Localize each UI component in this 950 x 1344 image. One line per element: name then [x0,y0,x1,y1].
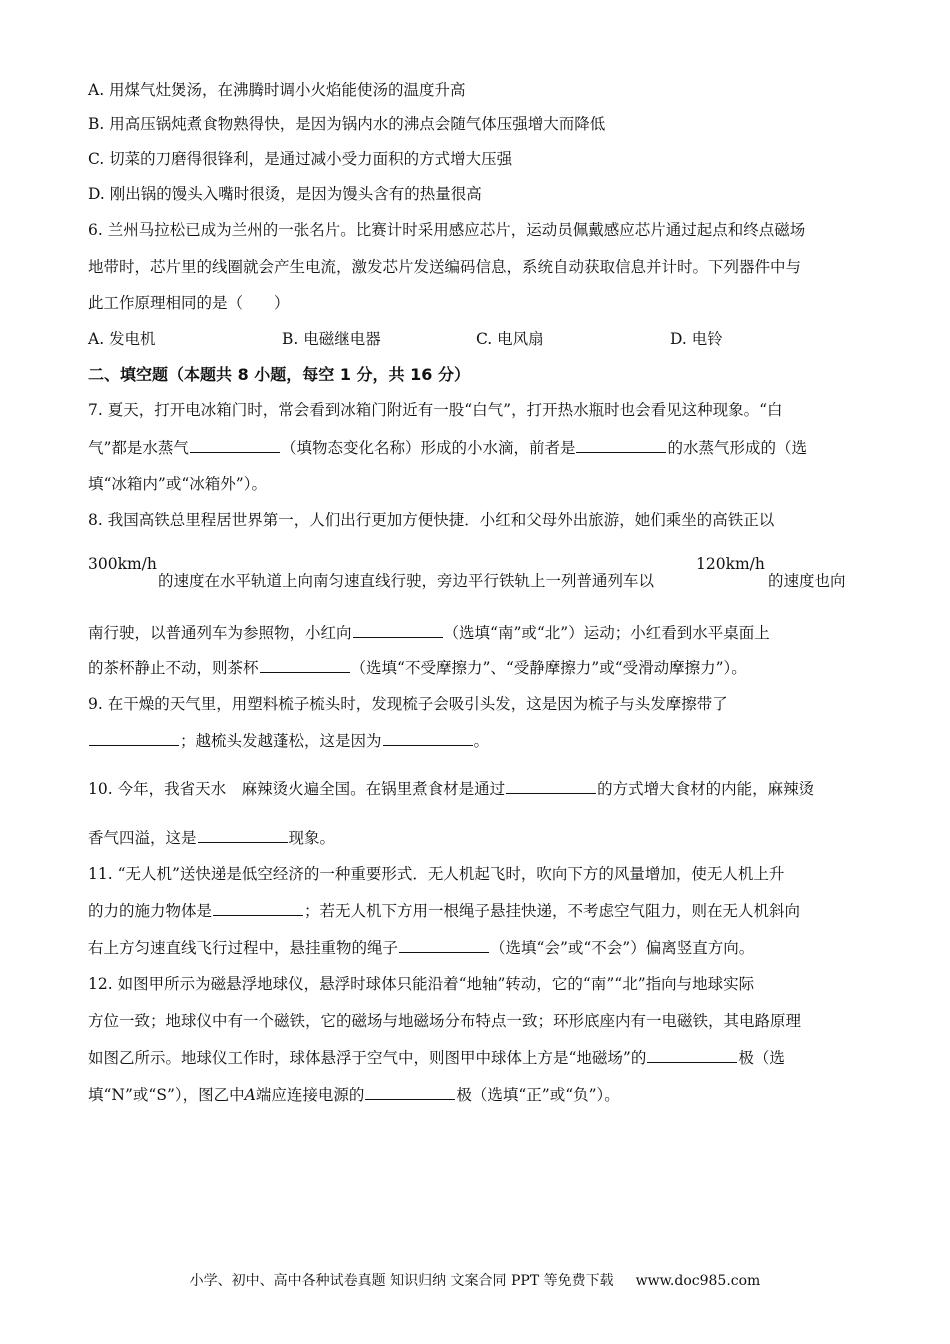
page-footer [0,1270,950,1290]
q11-text-c: 右上方匀速直线飞行过程中，悬挂重物的绳子 [88,939,399,957]
q7-stem-line-3: 填“冰箱内”或“冰箱外”）。 [88,475,267,493]
q10-text-c: 香气四溢，这是 [88,829,197,847]
q11-stem-line-1: 11. “无人机”送快递是低空经济的一种重要形式．无人机起飞时，吹向下方的风量增加，使无人机上升 [88,865,785,883]
q7-blank-2[interactable] [576,438,666,453]
q11-blank-1[interactable] [213,901,303,916]
q7-stem-line-1: 7. 夏天，打开电冰箱门时，常会看到冰箱门附近有一股“白气”，打开热水瓶时也会看见这种现象。“白 [88,401,783,419]
q8-text-e: 的茶杯静止不动，则茶杯 [88,659,259,677]
q7-blank-1[interactable] [190,438,280,453]
q10-stem-line-1 [88,777,814,799]
q7-stem-line-2 [88,436,807,458]
q5-option-c: C. 切菜的刀磨得很锋利，是通过减小受力面积的方式增大压强 [88,150,513,168]
q8-text-c: 南行驶，以普通列车为参照物，小红向 [88,624,352,642]
q9-text-b: 。 [473,732,490,750]
q9-blank-1[interactable] [89,731,179,746]
q12-stem-line-2: 方位一致；地球仪中有一个磁铁，它的磁场与地磁场分布特点一致；环形底座内有一电磁铁，其电路原理 [88,1012,802,1030]
q8-blank-2[interactable] [260,658,350,673]
q11-text-a: 的力的施力物体是 [88,902,213,920]
q12-stem-line-4 [88,1083,620,1105]
q12-text-a: 如图乙所示。地球仪工作时，球体悬浮于空气中，则图甲中球体上方是“地磁场”的 [88,1049,647,1067]
q11-text-d: （选填“会”或“不会”）偏离竖直方向。 [490,939,755,957]
q6-option-a: A. 发电机 [88,330,156,348]
q10-text-b: 的方式增大食材的内能，麻辣烫 [597,780,815,798]
q12-stem-line-3 [88,1046,785,1068]
q9-stem-line-2 [88,729,489,751]
q6-option-d: D. 电铃 [670,330,723,348]
q11-stem-line-3 [88,936,754,958]
q8-stem-line-3 [88,621,770,643]
q11-text-b: ；若无人机下方用一根绳子悬挂快递，不考虑空气阻力，则在无人机斜向 [304,902,801,920]
section-2-heading: 二、填空题（本题共 8 小题，每空 1 分，共 16 分） [88,365,470,384]
q12-blank-2[interactable] [365,1085,455,1100]
q12-blank-1[interactable] [647,1048,737,1063]
q7-text-a: 气”都是水蒸气 [88,439,189,457]
q12-stem-line-1: 12. 如图甲所示为磁悬浮地球仪，悬浮时球体只能沿着“地轴”转动，它的“南”“北”指向与地球实际 [88,975,755,993]
q12-text-d: 端应连接电源的 [255,1086,365,1104]
q8-text-d: （选填“南”或“北”）运动；小红看到水平桌面上 [443,624,770,642]
q5-option-b: B. 用高压锅炖煮食物熟得快，是因为锅内水的沸点会随气体压强增大而降低 [88,115,606,133]
q10-text-d: 现象。 [288,829,336,847]
q10-blank-2[interactable] [198,828,288,843]
q8-stem-line-4 [88,656,747,678]
q8-text-f: （选填“不受摩擦力”、“受静摩擦力”或“受滑动摩擦力”）。 [350,659,747,677]
q9-stem-line-1: 9. 在干燥的天气里，用塑料梳子梳头时，发现梳子会吸引头发，这是因为梳子与头发摩擦带了 [88,695,728,713]
q12-text-b: 极（选 [738,1049,785,1067]
q8-text-b: 的速度也向 [768,572,846,590]
q6-option-c: C. 电风扇 [476,330,544,348]
q12-variable-a: A [244,1086,256,1104]
q5-option-d: D. 刚出锅的馒头入嘴时很烫，是因为馒头含有的热量很高 [88,185,482,203]
q8-blank-1[interactable] [353,623,443,638]
q12-text-e: 极（选填“正”或“负”）。 [456,1086,620,1104]
footer-text: 小学、初中、高中各种试卷真题 知识归纳 文案合同 PPT 等免费下载 [189,1273,614,1289]
q11-stem-line-2 [88,899,800,921]
q9-text-a: ；越梳头发越蓬松，这是因为 [180,732,382,750]
footer-url-link[interactable]: www.doc985.com [635,1273,761,1289]
q10-blank-1[interactable] [506,779,596,794]
q10-text-a: 10. 今年，我省天水 麻辣烫火遍全国。在锅里煮食材是通过 [88,780,506,798]
q8-stem-line-1: 8. 我国高铁总里程居世界第一，人们出行更加方便快捷．小红和父母外出旅游，她们乘坐的高铁正以 [88,511,775,529]
q8-text-a: 的速度在水平轨道上向南匀速直线行驶，旁边平行铁轨上一列普通列车以 [158,572,655,590]
q12-text-c: 填“N”或“S”），图乙中 [88,1086,245,1104]
q6-stem-line-2: 地带时，芯片里的线圈就会产生电流，激发芯片发送编码信息，系统自动获取信息并计时。下列器件中与 [88,258,802,276]
q10-stem-line-2 [88,826,335,848]
q8-speed-normal-train: 120km/h [696,555,765,573]
q6-option-b: B. 电磁继电器 [282,330,381,348]
q7-text-b: （填物态变化名称）形成的小水滴，前者是 [280,439,576,457]
q5-option-a: A. 用煤气灶煲汤，在沸腾时调小火焰能使汤的温度升高 [88,81,466,99]
q9-blank-2[interactable] [383,731,473,746]
q6-stem-line-1: 6. 兰州马拉松已成为兰州的一张名片。比赛计时采用感应芯片，运动员佩戴感应芯片通过起点和终点磁场 [88,221,806,239]
q11-blank-2[interactable] [399,938,489,953]
q7-text-c: 的水蒸气形成的（选 [667,439,807,457]
q8-speed-high-speed-rail: 300km/h [88,555,157,573]
q6-stem-line-3: 此工作原理相同的是（ ） [88,294,290,312]
